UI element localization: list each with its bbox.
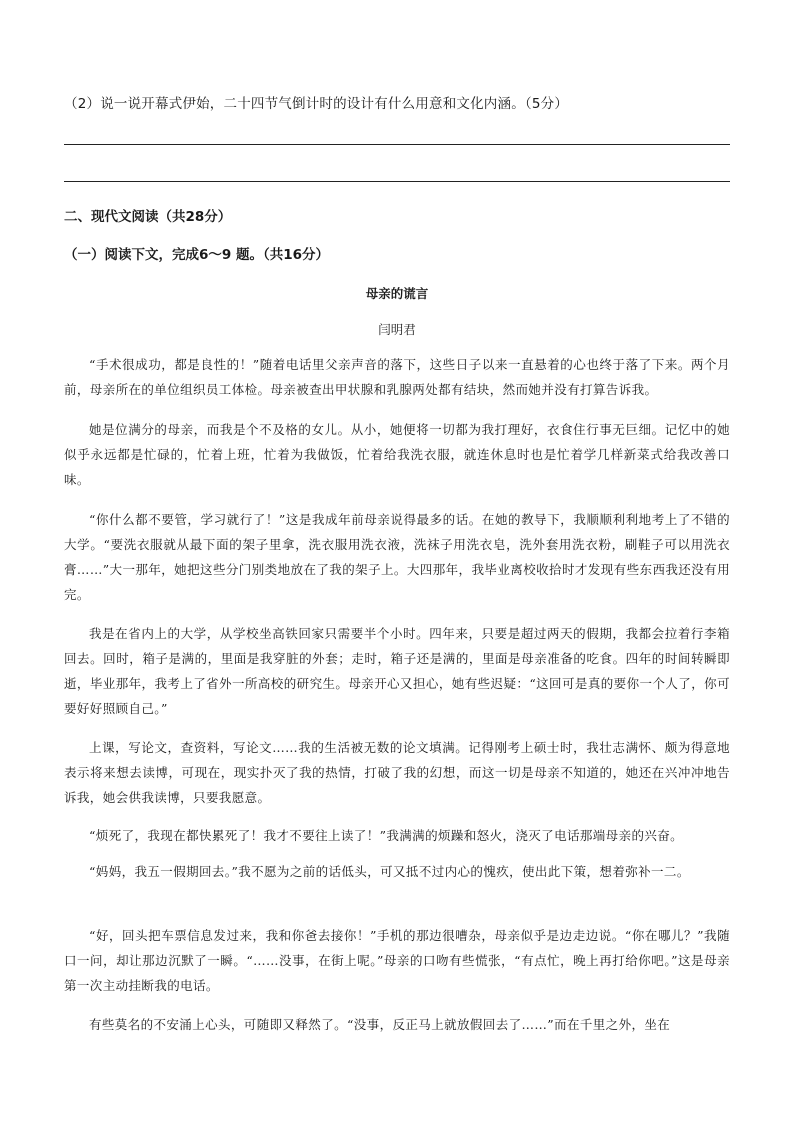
article-paragraph: “手术很成功，都是良性的！”随着电话里父亲声音的落下，这些日子以来一直悬着的心也终于落了下来。两个月前，母亲所在的单位组织员工体检。母亲被查出甲状腺和乳腺两处都有结块，然而她并没有打算告诉我。 [64, 357, 730, 397]
article-paragraph: “你什么都不要管，学习就行了！”这是我成年前母亲说得最多的话。在她的教导下，我顺顺利利地考上了不错的大学。“要洗衣服就从最下面的架子里拿，洗衣服用洗衣液，洗袜子用洗衣皂，洗外套用洗衣粉，刷鞋子可以用洗衣膏……”大一那年，她把这些分门别类地放在了我的架子上。大四那年，我毕业离校收拾时才发现有些东西我还没有用完。 [64, 512, 730, 602]
article-paragraph: 她是位满分的母亲，而我是个不及格的女儿。从小，她便将一切都为我打理好，衣食住行事无巨细。记忆中的她似乎永远都是忙碌的，忙着上班，忙着为我做饭，忙着给我洗衣服，就连休息时也是忙着学几样新菜式给我改善口味。 [64, 422, 730, 487]
answer-line-2[interactable] [64, 181, 730, 182]
section-heading: 二、现代文阅读（共28分） [64, 209, 232, 225]
article-author: 闫明君 [378, 322, 416, 337]
article-title: 母亲的谎言 [365, 286, 429, 301]
article-paragraph: 上课，写论文，查资料，写论文……我的生活被无数的论文填满。记得刚考上硕士时，我壮志满怀、颇为得意地表示将来想去读博，可现在，现实扑灭了我的热情，打破了我的幻想，而这一切是母亲不知道的，她还在兴冲冲地告诉我，她会供我读博，只要我愿意。 [64, 740, 730, 805]
section-subheading: （一）阅读下文，完成6～9 题。（共16分） [64, 247, 330, 263]
article-paragraph: “烦死了，我现在都快累死了！我才不要往上读了！”我满满的烦躁和怒火，浇灭了电话那端母亲的兴奋。 [89, 828, 684, 843]
answer-line-1[interactable] [64, 144, 730, 145]
question-2-text: （2）说一说开幕式伊始，二十四节气倒计时的设计有什么用意和文化内涵。（5分） [64, 96, 569, 112]
article-paragraph: 我是在省内上的大学，从学校坐高铁回家只需要半个小时。四年来，只要是超过两天的假期，我都会拉着行李箱回去。回时，箱子是满的，里面是我穿脏的外套；走时，箱子还是满的，里面是母亲准备的吃食。四年的时间转瞬即逝，毕业那年，我考上了省外一所高校的研究生。母亲开心又担心，她有些迟疑：“这回可是真的要你一个人了，你可要好好照顾自己。” [64, 626, 730, 716]
article-paragraph: 有些莫名的不安涌上心头，可随即又释然了。“没事，反正马上就放假回去了……”而在千里之外，坐在 [89, 1017, 671, 1032]
article-paragraph: “好，回头把车票信息发过来，我和你爸去接你！”手机的那边很嘈杂，母亲似乎是边走边说。“你在哪儿？”我随口一问，却让那边沉默了一瞬。“……没事，在街上呢。”母亲的口吻有些慌张，“有点忙，晚上再打给你吧。”这是母亲第一次主动挂断我的电话。 [64, 928, 730, 993]
article-paragraph: “妈妈，我五一假期回去。”我不愿为之前的话低头，可又抵不过内心的愧疚，使出此下策，想着弥补一二。 [89, 864, 690, 879]
